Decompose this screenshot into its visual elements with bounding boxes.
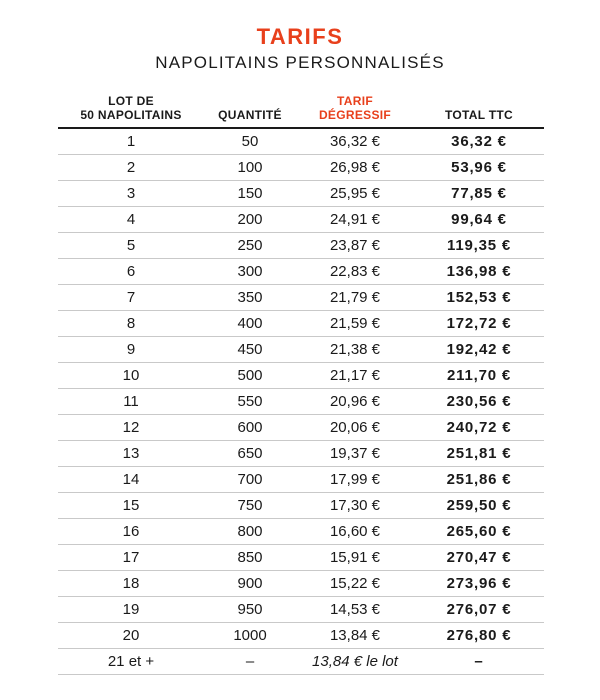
cell-total: 259,50 € — [414, 493, 544, 519]
column-header-tarif-line-2: DÉGRESSIF — [318, 108, 392, 122]
table-row — [58, 259, 544, 285]
cell-lot: 4 — [58, 207, 204, 233]
cell-quantite: 300 — [204, 259, 296, 285]
cell-lot: 20 — [58, 623, 204, 649]
cell-total: 119,35 € — [414, 233, 544, 259]
cell-quantite: – — [204, 649, 296, 675]
table-row — [58, 285, 544, 311]
cell-quantite: 850 — [204, 545, 296, 571]
table-row — [58, 415, 544, 441]
table-row — [58, 597, 544, 623]
cell-lot: 21 et + — [58, 649, 204, 675]
cell-total: 276,07 € — [414, 597, 544, 623]
cell-tarif: 24,91 € — [296, 207, 414, 233]
cell-lot: 17 — [58, 545, 204, 571]
cell-total: 136,98 € — [414, 259, 544, 285]
cell-tarif: 14,53 € — [296, 597, 414, 623]
cell-total: 251,81 € — [414, 441, 544, 467]
table-row — [58, 467, 544, 493]
cell-tarif: 26,98 € — [296, 155, 414, 181]
table-row — [58, 623, 544, 649]
cell-quantite: 250 — [204, 233, 296, 259]
cell-lot: 6 — [58, 259, 204, 285]
table-row — [58, 181, 544, 207]
cell-quantite: 1000 — [204, 623, 296, 649]
cell-quantite: 950 — [204, 597, 296, 623]
cell-tarif: 15,91 € — [296, 545, 414, 571]
cell-lot: 19 — [58, 597, 204, 623]
table-row — [58, 128, 544, 155]
cell-lot: 7 — [58, 285, 204, 311]
cell-lot: 11 — [58, 389, 204, 415]
cell-quantite: 350 — [204, 285, 296, 311]
column-header-tarif — [296, 92, 414, 128]
cell-tarif: 20,06 € — [296, 415, 414, 441]
cell-quantite: 650 — [204, 441, 296, 467]
cell-quantite: 500 — [204, 363, 296, 389]
column-header-lot-line-2: 50 NAPOLITAINS — [80, 108, 182, 122]
cell-total: 265,60 € — [414, 519, 544, 545]
cell-tarif: 16,60 € — [296, 519, 414, 545]
cell-tarif: 23,87 € — [296, 233, 414, 259]
cell-tarif: 13,84 € — [296, 623, 414, 649]
cell-lot: 12 — [58, 415, 204, 441]
cell-lot: 2 — [58, 155, 204, 181]
cell-lot: 10 — [58, 363, 204, 389]
cell-lot: 5 — [58, 233, 204, 259]
cell-lot: 9 — [58, 337, 204, 363]
table-row — [58, 207, 544, 233]
cell-quantite: 450 — [204, 337, 296, 363]
header-row — [58, 92, 544, 128]
cell-quantite: 600 — [204, 415, 296, 441]
cell-quantite: 550 — [204, 389, 296, 415]
cell-quantite: 750 — [204, 493, 296, 519]
table-row — [58, 155, 544, 181]
cell-total: 99,64 € — [414, 207, 544, 233]
table-row — [58, 337, 544, 363]
column-header-total — [414, 92, 544, 128]
table-body — [58, 128, 544, 675]
cell-lot: 13 — [58, 441, 204, 467]
cell-tarif: 19,37 € — [296, 441, 414, 467]
cell-total: 211,70 € — [414, 363, 544, 389]
column-header-tarif-line-1: TARIF — [337, 94, 373, 108]
cell-quantite: 700 — [204, 467, 296, 493]
cell-total: 36,32 € — [414, 128, 544, 155]
cell-lot: 14 — [58, 467, 204, 493]
cell-quantite: 800 — [204, 519, 296, 545]
cell-total: 53,96 € — [414, 155, 544, 181]
cell-total: 77,85 € — [414, 181, 544, 207]
table-header — [58, 92, 544, 128]
cell-lot: 15 — [58, 493, 204, 519]
table-row — [58, 311, 544, 337]
cell-quantite: 150 — [204, 181, 296, 207]
cell-total: 240,72 € — [414, 415, 544, 441]
table-row — [58, 493, 544, 519]
cell-lot: 3 — [58, 181, 204, 207]
table-row — [58, 389, 544, 415]
cell-tarif: 17,30 € — [296, 493, 414, 519]
column-header-quantite-label: QUANTITÉ — [218, 108, 282, 122]
cell-lot: 16 — [58, 519, 204, 545]
cell-total: – — [414, 649, 544, 675]
cell-quantite: 50 — [204, 128, 296, 155]
cell-tarif: 22,83 € — [296, 259, 414, 285]
page-title: TARIFS — [256, 24, 344, 49]
cell-total: 270,47 € — [414, 545, 544, 571]
cell-tarif: 17,99 € — [296, 467, 414, 493]
column-header-lot — [58, 92, 204, 128]
cell-lot: 18 — [58, 571, 204, 597]
cell-total: 192,42 € — [414, 337, 544, 363]
column-header-quantite — [204, 92, 296, 128]
table-row — [58, 649, 544, 675]
cell-quantite: 200 — [204, 207, 296, 233]
table-row — [58, 363, 544, 389]
cell-tarif: 21,38 € — [296, 337, 414, 363]
cell-lot: 1 — [58, 128, 204, 155]
page-subtitle: NAPOLITAINS PERSONNALISÉS — [155, 53, 445, 72]
column-header-total-label: TOTAL TTC — [444, 108, 514, 122]
cell-tarif: 25,95 € — [296, 181, 414, 207]
cell-quantite: 100 — [204, 155, 296, 181]
cell-total: 273,96 € — [414, 571, 544, 597]
cell-tarif: 21,17 € — [296, 363, 414, 389]
cell-quantite: 400 — [204, 311, 296, 337]
cell-tarif: 13,84 € le lot — [296, 649, 414, 675]
table-row — [58, 571, 544, 597]
cell-lot: 8 — [58, 311, 204, 337]
price-table — [58, 92, 544, 675]
table-row — [58, 441, 544, 467]
table-row — [58, 233, 544, 259]
cell-quantite: 900 — [204, 571, 296, 597]
table-row — [58, 519, 544, 545]
cell-total: 276,80 € — [414, 623, 544, 649]
cell-tarif: 21,79 € — [296, 285, 414, 311]
cell-total: 172,72 € — [414, 311, 544, 337]
cell-tarif: 15,22 € — [296, 571, 414, 597]
cell-total: 230,56 € — [414, 389, 544, 415]
cell-total: 152,53 € — [414, 285, 544, 311]
table-row — [58, 545, 544, 571]
cell-tarif: 21,59 € — [296, 311, 414, 337]
cell-tarif: 20,96 € — [296, 389, 414, 415]
column-header-lot-line-1: LOT DE — [108, 94, 154, 108]
cell-tarif: 36,32 € — [296, 128, 414, 155]
cell-total: 251,86 € — [414, 467, 544, 493]
